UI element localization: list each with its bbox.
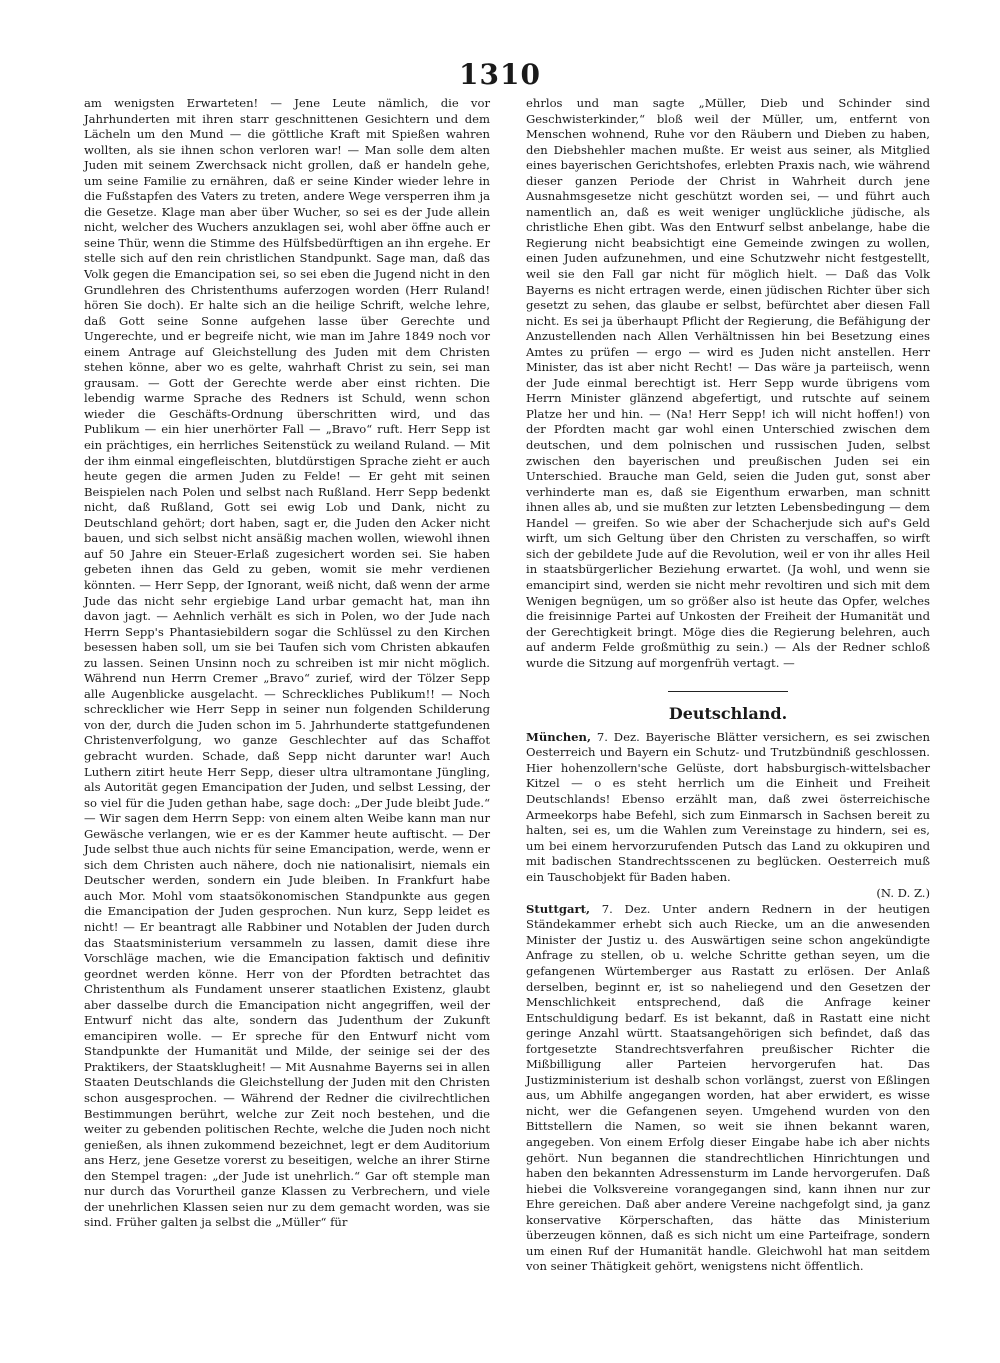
stuttgart-date: 7. Dez. — [601, 901, 651, 916]
stuttgart-text: Unter andern Rednern in der heutigen Ständekammer erhebt sich auch Riecke, um an die anwesenden Minister der Justiz u. des Auswärtigen seine schon angekündigte Anfrage zu stellen, ob u. welche Schritte gethan seyen, um die gefangenen Würtemberger aus Rastatt zu erlösen. Der Anlaß derselben, beginnt er, ist so naheliegend und den Gesetzen der Menschlichkeit entsprechend, daß die Anfrage keiner Entschuldigung bedarf. Es ist bekannt, daß in Rastatt eine nicht geringe Anzahl württ. Staatsangehörigen sich befindet, daß das fortgesetzte Standrechtsverfahren preußischer Richter die Mißbilligung aller Parteien hervorgerufen hat. Das Justizministerium ist deshalb schon vorlängst, zuerst von Eßlingen aus, um Abhilfe angegangen worden, hat aber erwidert, es wisse nicht, wer die Gefangenen seyen. Umgehend wurden von den Bittstellern die Namen, so weit sie ihnen bekannt waren, angegeben. Von einem Erfolg dieser Eingabe habe ich aber nichts gehört. Nun begannen die standrechtlichen Hinrichtungen und haben den bekannten Adressensturm im Lande hervorgerufen. Daß hiebei die Volksvereine vorangegangen sind, kann ihnen nur zur Ehre gereichen. Daß aber andere Vereine nachgefolgt sind, ja ganz konservative Körperschaften, das hätte das Ministerium überzeugen können, daß es sich nicht um eine Parteifrage, sondern um einen Ruf der Humanität handle. Gleichwohl hat man seitdem von seiner Thätigkeit gehört, wenigstens nicht öffentlich. — [526, 901, 930, 1274]
munich-source: (N. D. Z.) — [876, 886, 930, 901]
munich-text: Bayerische Blätter versichern, es sei zwischen Oesterreich und Bayern ein Schutz- und Trutzbündniß geschlossen. Hier hohenzollern'sche Gelüste, dort habsburgisch-wittelsbacher Kitzel — o es steht herrlich um die Einheit und Freiheit Deutschlands! Ebenso erzählt man, daß zwei österreichische Armeekorps habe Befehl, sich zum Einmarsch in Sachsen bereit zu halten, sei es, um die Wahlen zum Vereinstage zu hindern, sei es, um bei einem hervorzurufenden Putsch das Land zu okkupiren und mit badischen Standrechtsscenen zu beglücken. Oesterreich muß ein Tauschobjekt für Baden haben. — [526, 729, 931, 884]
left-column-text: am wenigsten Erwarteten! — Jene Leute nämlich, die vor Jahrhunderten mit ihren starr geschnittenen Gesichtern und dem Lächeln um den Mund — die göttliche Kraft mit Spießen wahren wollten, als sie ihnen schon verloren war! — Man solle dem alten Juden mit seinem Zwerchsack nicht grollen, daß er handeln gehe, um seine Familie zu ernähren, daß er seine Kinder wieder lehre in die Fußstapfen des Vaters zu treten, andere Wege versperren ihm ja die Gesetze. Klage man aber über Wucher, so sei es der Jude allein nicht, welcher des Wuchers anzuklagen sei, wohl aber öffne auch er seine Thür, wenn die Stimme des Hülfsbedürftigen an ihn ergehe. Er stelle sich auf den rein christlichen Standpunkt. Sage man, daß das Volk gegen die Emancipation sei, so sei eben die Jugend nicht in den Grundlehren des Christenthums auferzogen worden (Herr Ruland! hören Sie doch). Er halte sich an die heilige Schrift, welche lehre, daß Gott seine Sonne aufgehen lasse über Gerechte und Ungerechte, und er begreife nicht, wie man im Jahre 1849 noch vor einem Antrage auf Gleichstellung des Juden mit dem Christen stehen könne, aber wo es gelte, wahrhaft Christ zu sein, sei man grausam. — Gott der Gerechte werde aber einst richten. Die lebendig warme Sprache des Redners ist Schuld, wenn schon wieder die Geschäfts-Ordnung überschritten wird, und das Publikum — ein hier unerhörter Fall — „Bravo“ ruft. Herr Sepp ist ein prächtiges, ein herrliches Seitenstück zu weiland Ruland. — Mit der ihm einmal eingefleischten, blutdürstigen Sprache zieht er auch heute gegen die armen Juden zu Felde! — Er geht mit seinen Beispielen nach Polen und selbst nach Rußland. Herr Sepp bedenkt nicht, daß Rußland, Gott sei ewig Lob und Dank, nicht zu Deutschland gehört; dort haben, sagt er, die Juden den Acker nicht bauen, und sich selbst nicht ansäßig machen wollen, wiewohl ihnen auf 50 Jahre ein Steuer-Erlaß zugesichert worden sei. Sie haben gebeten ihnen das Geld zu geben, womit sie mehr verdienen könnten. — Herr Sepp, der Ignorant, weiß nicht, daß wenn der arme Jude das nicht sehr ergiebige Land urbar gemacht hat, man ihn davon jagt. — Aehnlich verhält es sich in Polen, wo der Jude nach Herrn Sepp's Phantasiebildern sogar die Schlüssel zu den Kirchen besessen haben soll, um sie bei Taufen sich vom Christen abkaufen zu lassen. Seinen Unsinn noch zu schreiben ist mir nicht möglich. Während nun Herrn Cremer „Bravo“ zurief, wird der Tölzer Sepp alle Augenblicke ausgelacht. — Schreckliches Publikum!! — Noch schrecklicher wie Herr Sepp in seiner nun folgenden Schilderung von der, durch die Juden schon im 5. Jahrhunderte stattgefundenen Christenverfolgung, wo ganze Geschlechter auf das Schaffot gebracht wurden. Schade, daß Sepp nicht darunter war! Auch Luthern zitirt heute Herr Sepp, dieser ultra ultramontane Jüngling, als Autorität gegen Emancipation der Juden, und selbst Lessing, der so viel für die Juden gethan habe, sage doch: „Der Jude bleibt Jude.“ — Wir sagen dem Herrn Sepp: von einem alten Weibe kann man nur Gewäsche verlangen, wie er es der Kammer heute auftischt. — Der Jude selbst thue auch nichts für seine Emancipation, werde, wenn er sich dem Christen auch nähere, doch nie nationalisirt, niemals ein Deutscher werden, sondern ein Jude bleiben. In Frankfurt habe auch Mor. Mohl vom staatsökonomischen Standpunkte aus gegen die Emancipation der Juden gesprochen. Nun kurz, Sepp leidet es nicht! — Er beantragt alle Rabbiner und Notablen der Juden durch das Staatsministerium versammeln zu lassen, damit diese ihre Vorschläge machen, wie die Emancipation faktisch und definitiv geordnet werden könne. Herr von der Pfordten betrachtet das Christenthum als Fundament unserer staatlichen Existenz, glaubt aber dasselbe durch die Emancipation nicht angegriffen, weil der Entwurf nicht das alte, sondern das Judenthum der Zukunft emancipiren wolle. — Er spreche für den Entwurf nicht vom Standpunkte der Humanität und Milde, der seinige sei der des Praktikers, der Staatsklugheit! — Mit Ausnahme Bayerns sei in allen Staaten Deutschlands die Gleichstellung der Juden mit den Christen schon ausgesprochen. — Während der Redner die civilrechtlichen Bestimmungen berührt, welche zur Zeit noch bestehen, und die weiter zu gebenden politischen Rechte, welche die Juden noch nicht genießen, als ihnen zukommend bezeichnet, legt er dem Auditorium ans Herz, jene Gesetze vorerst zu beseitigen, welche an ihrer Stirne den Stempel tragen: „der Jude ist unehrlich.“ Gar oft stemple man nur durch das Vorurtheil ganze Klassen zu Verbrechern, und viele der unehrlichen Klassen seien nur zu dem gemacht worden, was sie sind. Früher galten ja selbst die „Müller“ für — [84, 96, 490, 1230]
page-number: 1310 — [459, 58, 541, 91]
munich-date: 7. Dez. — [596, 729, 640, 744]
stuttgart-article — [526, 902, 930, 1275]
munich-dateline: München, — [526, 729, 592, 744]
section-divider — [668, 691, 788, 692]
parliament-report-text: ehrlos und man sagte „Müller, Dieb und Schinder sind Geschwisterkinder,“ bloß weil der Müller, um, entfernt von Menschen wohnend, Ruhe vor den Räubern und Dieben zu haben, den Diebshehler machen mußte. Er weist aus seiner, als Mitglied eines bayerischen Gerichtshofes, erlebten Praxis nach, wie während dieser ganzen Periode der Christ in Wahrheit durch jene Ausnahmsgesetze nicht geschützt worden sei, — und führt auch namentlich an, daß es weit weniger unglückliche jüdische, als christliche Ehen gibt. Was den Entwurf selbst anbelange, habe die Regierung nicht beabsichtigt eine Gemeinde zwingen zu wollen, einen Juden aufzunehmen, und eine Schutzwehr nicht festgestellt, weil sie den Fall gar nicht für möglich hielt. — Daß das Volk Bayerns es nicht ertragen werde, einen jüdischen Richter über sich gesetzt zu sehen, das glaube er selbst, befürchtet aber diesen Fall nicht. Es sei ja überhaupt Pflicht der Regierung, die Befähigung der Anzustellenden nach Allen Verhältnissen hin bei Besetzung eines Amtes zu prüfen — ergo — wird es Juden nicht anstellen. Herr Minister, das ist aber nicht Recht! — Das wäre ja parteiisch, wenn der Jude einmal berechtigt ist. Herr Sepp wurde übrigens vom Herrn Minister glänzend abgefertigt, und rutschte auf seinem Platze her und hin. — (Na! Herr Sepp! ich will nicht hoffen!) von der Pfordten macht gar wohl einen Unterschied zwischen dem deutschen, und dem polnischen und russischen Juden, selbst zwischen den bayerischen und preußischen Juden sei ein Unterschied. Brauche man Geld, seien die Juden gut, sonst aber verhinderte man es, daß sie Eigenthum erwarben, man schnitt ihnen alles ab, und sie mußten zur letzten Lebensbedingung — dem Handel — greifen. So wie aber der Schacherjude sich auf's Geld wirft, um sich Geltung über den Christen zu verschaffen, so wirft sich der gebildete Jude auf die Revolution, weil er von ihr alles Heil in staatsbürgerlicher Beziehung erwartet. (Ja wohl, und wenn sie emancipirt sind, werden sie nicht mehr revoltiren und sich mit dem Wenigen begnügen, um so größer also ist heute das Opfer, welches die freisinnige Partei auf Unkosten der Freiheit der Humanität und der Gerechtigkeit bringt. Möge dies die Regierung belehren, auch auf anderm Felde großmüthig zu sein.) — Als der Redner schloß wurde die Sitzung auf morgenfrüh vertagt. — — [526, 96, 930, 670]
left-column — [84, 96, 490, 1231]
stuttgart-dateline: Stuttgart, — [526, 901, 590, 916]
section-heading: Deutschland. — [668, 704, 788, 724]
munich-article — [526, 730, 930, 885]
right-column — [526, 96, 930, 1275]
